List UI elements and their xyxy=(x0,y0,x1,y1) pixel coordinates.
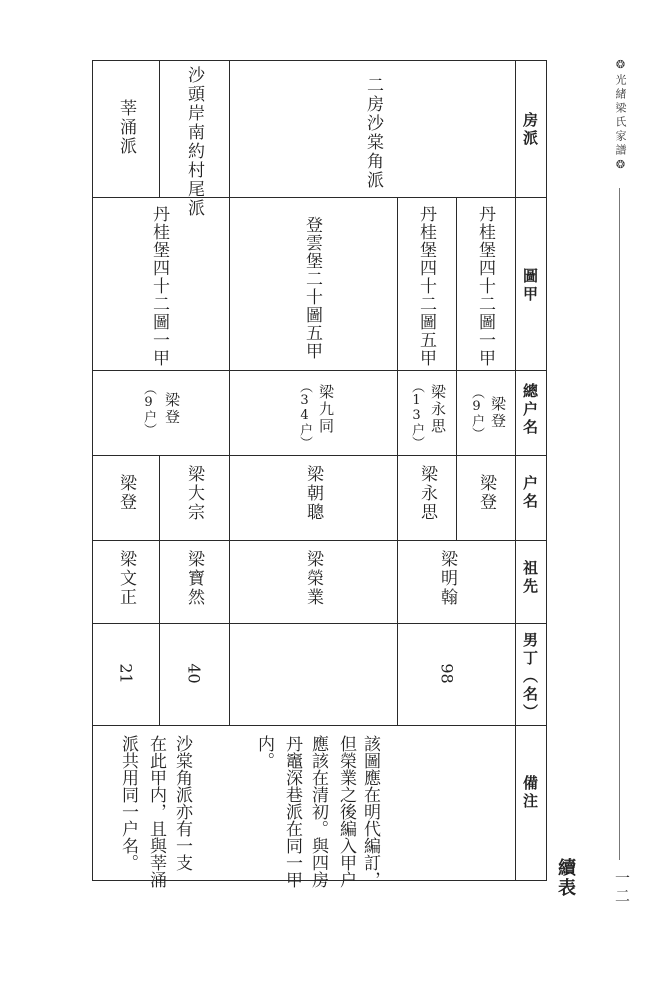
book-title: 光緒梁氏家譜 xyxy=(614,74,627,158)
zong-hu-2-name: 梁永思 xyxy=(429,384,447,435)
hu-ming-4: 梁大宗 xyxy=(184,465,204,522)
zong-hu-4-count: （9户） xyxy=(141,382,156,436)
note-1-line-3: 應該在清初。與四房 xyxy=(308,735,328,888)
zu-xian-2: 梁榮業 xyxy=(303,550,323,607)
hu-ming-1: 梁登 xyxy=(476,474,496,512)
note-2-line-3: 派共用同一户名。 xyxy=(118,735,138,871)
tu-jia-2: 丹桂堡四十二圖五甲 xyxy=(416,205,436,367)
ornament-right-icon: ❂ xyxy=(614,158,627,174)
hu-ming-2: 梁永思 xyxy=(417,465,437,522)
note-1-line-1: 該圖應在明代編訂， xyxy=(360,735,380,888)
header-zong-hu-ming: 總户名 xyxy=(521,383,539,437)
header-bei-zhu: 備注 xyxy=(521,775,539,811)
nan-ding-2: 40 xyxy=(184,663,204,684)
zong-hu-4-name: 梁登 xyxy=(163,392,181,426)
zu-xian-1: 梁明翰 xyxy=(437,550,457,607)
note-1-line-2: 但榮業之後編入甲户 xyxy=(336,735,356,888)
nan-ding-3: 21 xyxy=(116,663,136,684)
tu-jia-4: 丹桂堡四十二圖一甲 xyxy=(149,205,169,367)
header-hu-ming: 户名 xyxy=(521,475,539,511)
header-zu-xian: 祖先 xyxy=(521,560,539,596)
running-header xyxy=(612,58,628,174)
note-2-line-2: 在此甲内，且與莘涌 xyxy=(146,735,166,888)
note-1-line-4: 丹竈深巷派在同一甲 xyxy=(282,735,302,888)
continued-label: 續表 xyxy=(555,858,576,898)
zong-hu-3-name: 梁九同 xyxy=(317,384,335,435)
hu-ming-3: 梁朝聰 xyxy=(303,465,323,522)
ornament-left-icon: ❂ xyxy=(614,58,627,74)
zong-hu-2-count: （13户） xyxy=(409,380,424,449)
hu-ming-5: 梁登 xyxy=(116,474,136,512)
zu-xian-4: 梁文正 xyxy=(116,550,136,607)
note-1-line-5: 内。 xyxy=(254,735,274,769)
zong-hu-1-name: 梁登 xyxy=(489,396,507,430)
header-fang-pai: 房派 xyxy=(521,112,539,148)
page-number: 一二 xyxy=(613,870,631,906)
margin-rule xyxy=(619,188,620,860)
zong-hu-3-count: （34户） xyxy=(297,380,312,449)
nan-ding-1: 98 xyxy=(437,663,457,684)
fang-pai-sub: 沙頭岸南約村尾派 xyxy=(184,66,204,218)
fang-pai-main: 二房沙棠角派 xyxy=(363,76,383,190)
tu-jia-1: 丹桂堡四十二圖一甲 xyxy=(475,205,495,367)
note-2-line-1: 沙棠角派亦有一支 xyxy=(172,735,192,871)
zong-hu-1-count: （9户） xyxy=(469,386,484,440)
tu-jia-3: 登雲堡二十圖五甲 xyxy=(302,216,322,360)
header-nan-ding: 男丁（名） xyxy=(521,632,539,722)
fang-pai-shen: 莘涌派 xyxy=(116,99,136,156)
zu-xian-3: 梁寶然 xyxy=(184,550,204,607)
header-tu-jia: 圖甲 xyxy=(521,268,539,304)
